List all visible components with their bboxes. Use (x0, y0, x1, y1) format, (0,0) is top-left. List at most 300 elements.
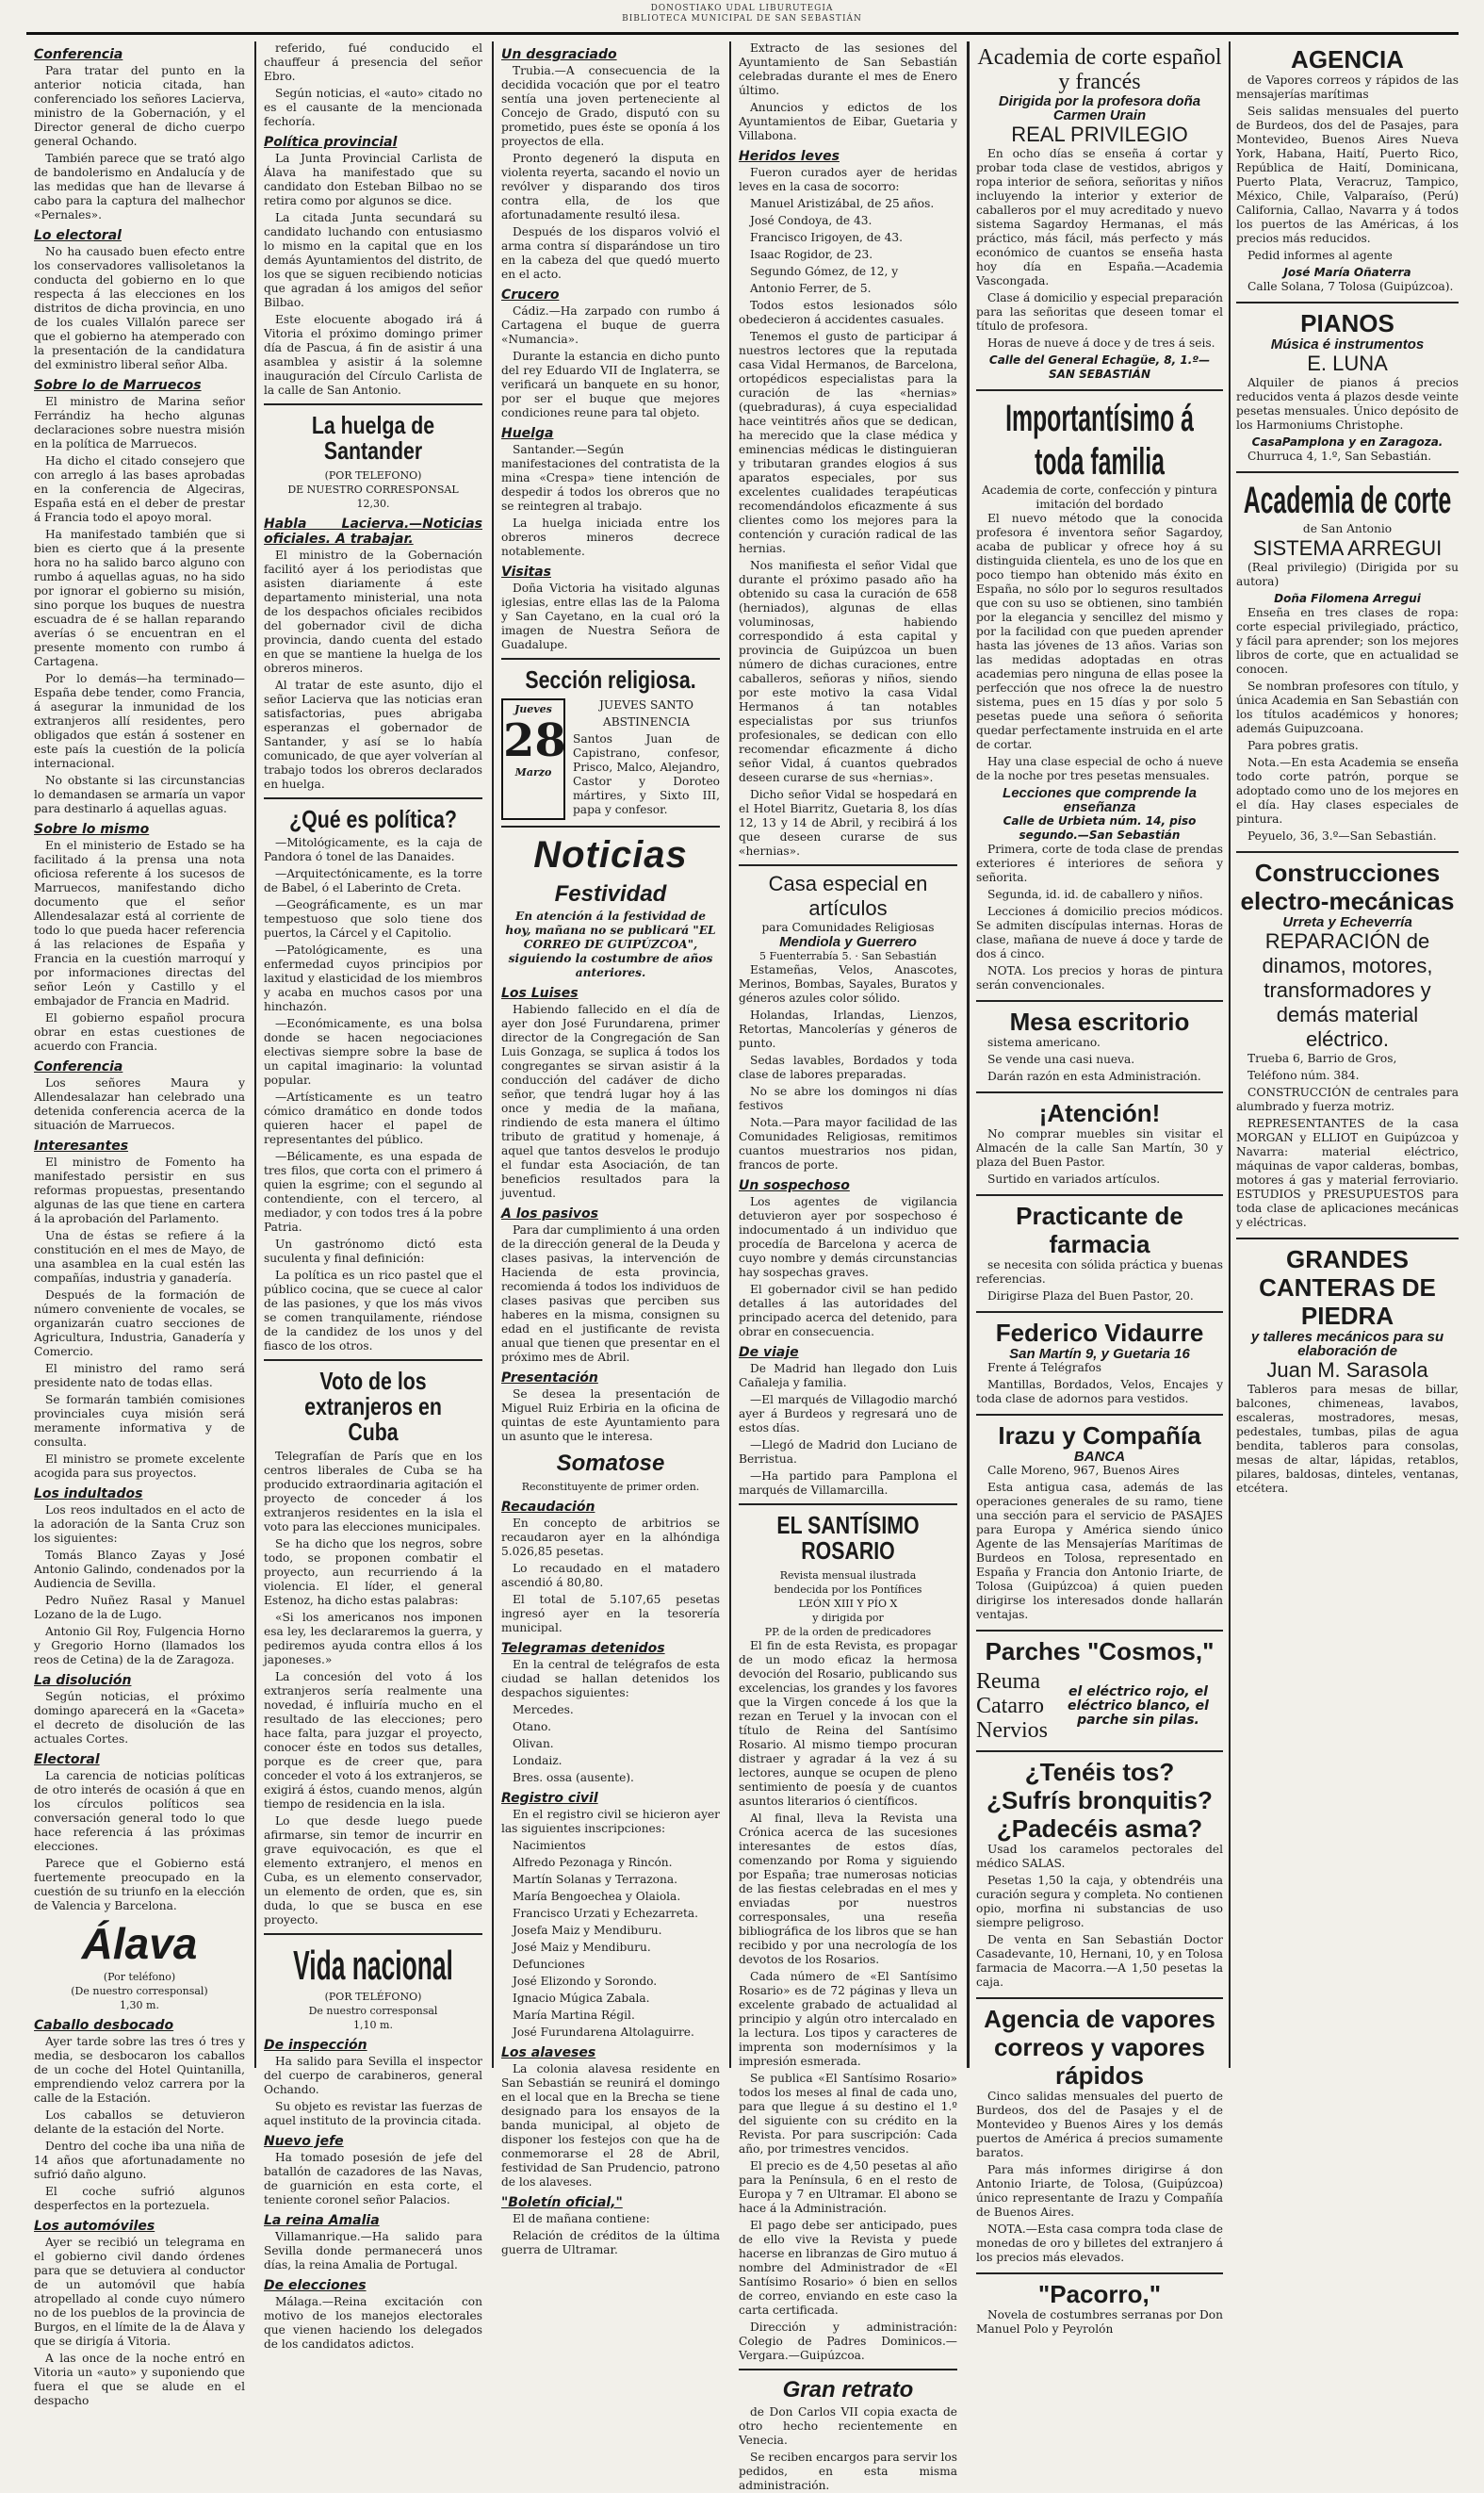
paragraph: Dicho señor Vidal se hospedará en el Hotel Biarritz, Guetaria 8, los días 12, 13 y 14 de Abril, y recibirá á los que deseen curarse de sus «hernias». (739, 788, 957, 858)
paragraph: Para pobres gratis. (1248, 739, 1359, 752)
day-number: 28 (503, 714, 566, 768)
paragraph: Trubia.—A consecuencia de la decidida vocación que por el teatro sentía una joven perteneciente al Concejo de Grado, disputó con su prometido, pues éste se oponía á los proyectos de ella. (501, 64, 720, 148)
month: Marzo (514, 766, 552, 779)
paragraph: Mercedes. (513, 1702, 574, 1716)
article (264, 836, 482, 1353)
paragraph: En el registro civil se hicieron ayer las siguientes inscripciones: (501, 1807, 720, 1835)
article (739, 2405, 957, 2493)
paragraph: Ayer se recibió un telegrama en el gobierno civil dando órdenes para que se detuviera al conductor de un automóvil que había atropellado al conde cuyo número no de los pueblos de la provincia de Burgos, en el límite de la de Álava y que se dirigía á Vitoria. (34, 2236, 245, 2349)
paragraph: El ministro se promete excelente acogida para sus proyectos. (34, 1452, 245, 1480)
paragraph: A las once de la noche entró en Vitoria un «auto» y suponiendo que fuera el que se alude en el despacho (34, 2352, 245, 2408)
paragraph: Segundo Gómez, de 12, y (750, 265, 899, 278)
paragraph: Frente á Telégrafos (987, 1361, 1101, 1374)
advertisement (976, 1750, 1223, 1990)
advertisement (976, 1091, 1223, 1187)
paragraph: Antonio Ferrer, de 5. (750, 282, 872, 295)
article (264, 1933, 482, 1988)
section-title: ¿Qué es política? (289, 804, 457, 833)
library-line-2: BIBLIOTECA MUNICIPAL DE SAN SEBASTIÁN (622, 14, 862, 24)
paragraph: El ministro de Fomento ha manifestado persistir en sus reformas propuestas, presentando algunas de las que tiene en cartera á la aprobación del Parlamento. (34, 1156, 245, 1225)
rule (976, 1194, 1223, 1196)
column-3 (501, 41, 720, 2256)
article-heading: Heridos leves (739, 149, 840, 164)
paragraph: Calle Moreno, 967, Buenos Aires (987, 1464, 1180, 1477)
advertisement (976, 1194, 1223, 1304)
paragraph: Se ha dicho que los negros, sobre todo, se proponen combatir el proyecto, aun recurriendo á la violencia. El líder, el general Estenoz, ha dicho estas palabras: (264, 1536, 482, 1607)
paragraph: sistema americano. (987, 1036, 1101, 1049)
paragraph: Enseña en tres clases de ropa: corte especial privilegiado, práctico, y fácil para aprender; son los mejores libros de corte, que en actualidad se conocen. (1236, 606, 1459, 676)
article (264, 2134, 482, 2207)
ad-footer: Calle de Urbieta núm. 14, piso segundo.—San Sebastián (1003, 814, 1197, 842)
paragraph: El coche sufrió algunos desperfectos en la portezuela. (34, 2185, 245, 2213)
paragraph: José Furundarena Altolaguirre. (513, 2025, 694, 2039)
ad-tagline: el eléctrico rojo, el eléctrico blanco, el parche sin pilas. (1068, 1683, 1209, 1728)
article-heading: Los automóviles (34, 2219, 155, 2235)
paragraph: Lo que desde luego puede afirmarse, sin temor de incurrir en grave equivocación, es que el elemento extranjero, el menos en Cuba, es un elemento conservador, un elemento de orden, que es, sin duda, lo que se busca en ese proyecto. (264, 1813, 482, 1927)
paragraph: Horas de nueve á doce y de tres á seis. (987, 336, 1215, 350)
paragraph: No ha causado buen efecto entre los conservadores vallisoletanos la conducta del gobierno en lo que respecta á las elecciones en los distritos de dicha provincia, en uno de los cuales Villalón parece ser que el gobierno ha atemperado con la presentación de la candidatura del exministro liberal señor Alba. (34, 245, 245, 371)
paragraph: Un gastrónomo dictó esta suculenta y final definición: (264, 1237, 482, 1265)
paragraph: José Condoya, de 43. (750, 214, 872, 227)
paragraph: Se formarán también comisiones provinciales cuya misión será meramente informativa y de consulta. (34, 1393, 245, 1449)
paragraph: Peyuelo, 36, 3.º—San Sebastián. (1248, 829, 1437, 843)
article (501, 1480, 720, 1494)
paragraph: Alfredo Pezonaga y Rincón. (513, 1855, 673, 1869)
article (264, 41, 482, 129)
paragraph: Según noticias, el «auto» citado no es el causante de la mencionada fechoría. (264, 87, 482, 128)
paragraph: El total de 5.107,65 pesetas ingresó ayer en la tesorería municipal. (501, 1592, 720, 1634)
byline: LEÓN XIII Y PÍO X (798, 1597, 898, 1610)
paragraph: —Ha partido para Pamplona el marqués de Villamarcilla. (739, 1469, 957, 1497)
paragraph: Después de los disparos volvió el arma contra sí disparándose un tiro en la cabeza del que quedó muerto en el acto. (501, 225, 720, 281)
paragraph: La concesión del voto á los extranjeros sería realmente una novedad, é influiría mucho en el resultado de las elecciones; pero hace falta, para juzgar el proyecto, conocer éste en todos sus detalles, porque es de creer que, para conceder el voto á los extranjeros, se exigirá á éstos, cuando menos, algún tiempo de residencia en la isla. (264, 1669, 482, 1811)
paragraph: Telegrafían de París que en los centros liberales de Cuba se ha producido extraordinaria agitación el proyecto de conceder á los extranjeros residentes en la isla el voto para las elecciones municipales. (264, 1449, 482, 1534)
ad-subtitle: San Martín 9, y Guetaria 16 (1009, 1346, 1190, 1362)
paragraph: —Económicamente, es una bolsa donde se hacen negociaciones electivas siempre sobre la base de un capital imaginario: la voluntad popular. (264, 1016, 482, 1087)
article-heading: Visitas (501, 565, 551, 580)
paragraph: Después de la formación de número conveniente de vocales, se organizarán cuatro secciones de Agricultura, Industria, Ganadería y Comercio. (34, 1288, 245, 1358)
section-title: Álava (81, 1919, 198, 1968)
column-1 (34, 41, 245, 2408)
advertisement (976, 1414, 1223, 1622)
ad-title: Practicante de farmacia (1016, 1202, 1183, 1258)
paragraph: Dentro del coche iba una niña de 14 años que afortunadamente no sufrió daño alguno. (34, 2140, 245, 2182)
advertisement (1236, 1238, 1459, 1496)
article (34, 1752, 245, 1913)
paragraph: De Madrid han llegado don Luis Cañaleja y familia. (739, 1362, 957, 1389)
byline: (POR TELEFONO) (324, 468, 422, 482)
column-divider (1229, 41, 1231, 2068)
article (264, 1990, 482, 2032)
paragraph: Málaga.—Reina excitación con motivo de los manejos electorales que vienen haciendo los delegados de los candidatos adictos. (264, 2294, 482, 2351)
paragraph: Isaac Rogidor, de 23. (750, 248, 873, 261)
ad-subtitle: Urreta y Echeverría (1282, 914, 1412, 930)
ad-subtitle: Dirigida por la profesora doña Carmen Urain (998, 93, 1201, 123)
paragraph: Villamanrique.—Ha salido para Sevilla donde permanecerá unos días, la reina Amalia de Portugal. (264, 2229, 482, 2272)
paragraph: Segunda, id. id. de caballero y niños. (987, 888, 1203, 901)
section-title: La huelga de Santander (311, 411, 435, 466)
article (501, 2195, 720, 2257)
advertisement (1236, 302, 1459, 464)
article-heading: Crucero (501, 287, 560, 303)
section-title: Gran retrato (782, 2376, 914, 2403)
article (34, 378, 245, 816)
paragraph: En la central de telégrafos de esta ciudad se hallan detenidos los despachos siguientes: (501, 1657, 720, 1699)
paragraph: La colonia alavesa residente en San Sebastián se reunirá el domingo en el local que en la Brecha se tiene designado para los ensayos de la banda municipal, al objeto de disponer los festejos con que ha de conmemorarse el 28 de Abril, festividad de San Prudencio, patrono de los alaveses. (501, 2061, 720, 2189)
column-4 (739, 41, 957, 2492)
article-heading: La disolución (34, 1673, 132, 1688)
paragraph: Nacimientos (513, 1838, 586, 1852)
paragraph: Hay una clase especial de ocho á nueve de la noche por tres pesetas mensuales. (976, 755, 1223, 782)
paragraph: Los señores Maura y Allendesalazar han celebrado una detenida conferencia acerca de la situación de Marruecos. (34, 1076, 245, 1132)
ad-title: REAL PRIVILEGIO (1011, 123, 1188, 146)
article-heading: Interesantes (34, 1139, 129, 1154)
article (739, 330, 957, 859)
paragraph: (Real privilegio) (Dirigida por su autora) (1236, 561, 1459, 588)
rule (501, 658, 720, 660)
paragraph: Dirigirse Plaza del Buen Pastor, 20. (987, 1289, 1194, 1303)
paragraph: José Maiz y Mendiburu. (513, 1940, 651, 1954)
rule (1236, 302, 1459, 303)
article (739, 149, 957, 327)
article (264, 2038, 482, 2128)
paragraph: Otano. (513, 1719, 552, 1733)
paragraph: Dirección y administración: Colegio de Padres Dominicos.—Vergara.—Guipúzcoa. (739, 2320, 957, 2362)
ad-title: "Pacorro," (1037, 2280, 1162, 2308)
ad-name: Mendiola y Guerrero (779, 934, 917, 950)
advertisement (1236, 851, 1459, 1230)
article-heading: De elecciones (264, 2277, 367, 2293)
advertisement (976, 1000, 1223, 1084)
paragraph: Tomás Blanco Zayas y José Antonio Galindo, condenados por la Audiencia de Sevilla. (34, 1549, 245, 1590)
article (501, 882, 720, 906)
page-header (0, 0, 1484, 32)
article-heading: Los Luises (501, 986, 579, 1002)
paragraph: Una de éstas se refiere á la constitución en el mes de Mayo, de una asamblea en la cual estén las compañías, industria y ganadería. (34, 1229, 245, 1285)
article (501, 1206, 720, 1365)
paragraph: —Llegó de Madrid don Luciano de Berristua. (739, 1438, 957, 1466)
paragraph: Lo recaudado en el matadero ascendió á 80,80. (501, 1561, 720, 1589)
paragraph: Su objeto es revistar las fuerzas de aquel instituto de la provincia citada. (264, 2099, 482, 2127)
paragraph: Parece que el Gobierno está fuertemente preocupado en la cuestión de su triunfo en la elección de Valencia y Barcelona. (34, 1857, 245, 1912)
paragraph: La carencia de noticias políticas de otro interés de ocasión á que en los círculos políticos sea conversación general todo lo que hace referencia á las próximas elecciones. (34, 1769, 245, 1853)
article (739, 1345, 957, 1498)
rule (976, 1311, 1223, 1313)
paragraph: —Bélicamente, es una espada de tres filos, que corta con el primero á quien la esgrime; con el segundo al contendiente, con el tercero, al mediador, y con todos tres á la pobre Patria. (264, 1149, 482, 1234)
paragraph: Churruca 4, 1.º, San Sebastián. (1248, 450, 1432, 463)
article (264, 517, 482, 792)
paragraph: Bres. ossa (ausente). (513, 1770, 634, 1784)
paragraph: Durante la estancia en dicho punto del rey Eduardo VII de Inglaterra, se verificará un banquete en su honor, por ser el buque que mejores condiciones reune para tal objeto. (501, 350, 720, 419)
ad-title: Construcciones electro-mecánicas (1240, 859, 1455, 915)
article (34, 2219, 245, 2408)
article (501, 1641, 720, 1785)
paragraph: El ministro de Marina señor Ferrándiz ha hecho algunas declaraciones sobre nuestra misión en la política de Marruecos. (34, 395, 245, 451)
condition: Catarro (976, 1694, 1044, 1718)
byline: 1,30 m. (120, 1999, 159, 2012)
paragraph: El de mañana contiene: (513, 2211, 650, 2225)
paragraph: Al final, lleva la Revista una Crónica acerca de las sucesiones interesantes de estos días, comenzando por Roma y siguiendo por España; trae numerosas noticias de las fiestas celebradas en el mes y enviadas por nuestros corresponsales, una reseña bibliográfica de los libros que se han recibido y por una necrología de los devotos de los Rosarios. (739, 1811, 957, 1966)
byline: Reconstituyente de primer orden. (521, 1480, 700, 1493)
paragraph: Holandas, Irlandas, Lienzos, Retortas, Mancolerías y géneros de punto. (739, 1009, 957, 1050)
article (501, 565, 720, 652)
article (264, 403, 482, 465)
paragraph: Para dar cumplimiento á una orden de la dirección general de la Deuda y clases pasivas, la intervención de Hacienda de esta provincia, recomienda á todos los individuos de clases pasivas que perciben sus haberes en la misma, consignen su edad en el justificante de revista anual que tienen que presentar en el próximo mes de Abril. (501, 1223, 720, 1365)
paragraph: Cada número de «El Santísimo Rosario» es de 72 páginas y lleva un excelente grabado de actualidad al principio y algún otro intercalado en la lectura. Los tipos y caracteres de imprenta son modernísimos y la impresión esmerada. (739, 1969, 957, 2068)
ad-title: Academia de corte español y francés (977, 45, 1222, 94)
article (34, 1059, 245, 1133)
byline: DE NUESTRO CORRESPONSAL (287, 483, 459, 496)
paragraph: Los caballos se detuvieron delante de la estación del Norte. (34, 2108, 245, 2137)
ad-address: 5 Fuenterrabía 5. · San Sebastián (759, 950, 937, 962)
article (739, 1568, 957, 1639)
ad-title: AGENCIA (1291, 45, 1404, 74)
paragraph: Nos manifiesta el señor Vidal que durante el próximo pasado año ha obtenido su casa la curación de 658 (herniados), algunas de ellas voluminosas, habiendo correspondido á esta capital y provincia de Guipúzcoa un buen número de dichas curaciones, entre caballeros, señoras y niños, siendo por este motivo la casa Vidal Hermanos á tan notables especialistas por sus triunfos profesionales, se dedican con ello recomendar eficazmente á dicho señor Vidal, á cuantos quebrados deseen curarse de sus «hernias». (739, 559, 957, 784)
paragraph: Se reciben encargos para servir los pedidos, en esta misma administración. (739, 2450, 957, 2492)
paragraph: Por lo demás—ha terminado—España debe tender, como Francia, á asegurar la inmunidad de los extranjeros allí residentes, pero obligados que están á sostener en este país la cuestión de la policía internacional. (34, 672, 245, 770)
paragraph: Lecciones á domicilio precios módicos. Se admiten discípulas internas. Horas de clase, mañana de nueve á doce y tarde de dos á cinco. (976, 905, 1223, 960)
paragraph: —Artísticamente es un teatro cómico dramático en donde todos quieren hacer el papel de representantes del público. (264, 1090, 482, 1146)
paragraph: Se vende una casi nueva. (987, 1053, 1135, 1066)
ad-title: Irazu y Compañía (998, 1421, 1201, 1450)
article (264, 2278, 482, 2352)
rule (264, 1933, 482, 1935)
article (264, 135, 482, 398)
article-heading: Un desgraciado (501, 47, 617, 62)
paragraph: Ha manifestado también que si bien es cierto que á la presente hora no ha salido barco alguno con rumbo á aquellas aguas, no ha sido por ignorar el gobierno su misión, sino porque los buques de nuestra escuadra de é se hallan reparando averías ó se encuentran en el presente momento con rumbo á Cartagena. (34, 528, 245, 668)
paragraph: —Arquitectónicamente, es la torre de Babel, ó el Laberinto de Creta. (264, 866, 482, 894)
ad-title: REPARACIÓN de dinamos, motores, transformadores y demás material eléctrico. (1262, 929, 1433, 1051)
paragraph: Mantillas, Bordados, Velos, Encajes y toda clase de adornos para vestidos. (976, 1378, 1223, 1405)
ad-title: ¿Tenéis tos? (1024, 1758, 1175, 1786)
article-heading: Política provincial (264, 135, 398, 150)
article (34, 1921, 245, 1966)
rule (976, 389, 1223, 391)
paragraph: Este elocuente abogado irá á Vitoria el próximo domingo primer día de Pascua, á fin de asistir á una asamblea y asistir á la solemne inauguración del Círculo Carlista de la calle de San Antonio. (264, 313, 482, 397)
rule (976, 1750, 1223, 1752)
paragraph: Surtido en variados artículos. (987, 1173, 1161, 1186)
paragraph: Estameñas, Velos, Anascotes, Merinos, Bombas, Sayales, Buratos y géneros azules color sólido. (739, 963, 957, 1005)
article-heading: Presentación (501, 1370, 598, 1386)
article (501, 47, 720, 282)
paragraph: El gobierno español procura obrar en estas cuestiones de acuerdo con Francia. (34, 1011, 245, 1053)
article-heading: Registro civil (501, 1790, 598, 1806)
rule (264, 403, 482, 405)
article-heading: Caballo desbocado (34, 2018, 174, 2034)
byline: (De nuestro corresponsal) (71, 1985, 208, 1998)
column-divider (254, 41, 256, 2068)
article (34, 822, 245, 1054)
paragraph: El nuevo método que la conocida profesora é inventora señor Sagardoy, acaba de publicar y ofrece hoy á su distinguida clientela, es uno de los que en poco tiempo han obtenido más éxito en España, no sólo por lo seguros resultados que con su uso se obtienen, sino también por la elegancia y sencillez del mismo y por la facilidad con que pueden aprender hasta las jóvenes de 13 años. Varias son las medidas adoptadas en otras academias pero ninguna de ellas posee la perfección que nos ofrece la de nuestro sistema, pues en 15 días y por solo 5 pesetas puede una señora ó señorita quedar perfectamente instruida en el arte de cortar. (976, 512, 1223, 751)
ad-title: Federico Vidaurre (995, 1319, 1204, 1347)
paragraph: CONSTRUCCIÓN de centrales para alumbrado y fuerza motriz. (1236, 1086, 1459, 1113)
paragraph: ABSTINENCIA (602, 715, 691, 730)
advertisement (976, 389, 1223, 992)
paragraph: JUEVES SANTO (599, 698, 693, 713)
article (34, 1486, 245, 1667)
library-line-1: DONOSTIAKO UDAL LIBURUTEGIA (650, 4, 834, 13)
article (501, 698, 720, 820)
rule (501, 826, 720, 828)
paragraph: —Mitológicamente, es la caja de Pandora ó tonel de las Danaides. (264, 835, 482, 863)
ad-title: SISTEMA ARREGUI (1252, 536, 1443, 560)
paragraph: Se publica «El Santísimo Rosario» todos los meses al final de cada uno, para que llegue á su destino el 1.º del siguiente con su crédito en la Revista. Por para suscripción: Cada año, por trimestres vencidos. (739, 2071, 957, 2156)
rule (976, 1997, 1223, 1999)
article (264, 468, 482, 511)
rule (976, 1630, 1223, 1632)
section-title: Somatose (556, 1451, 665, 1477)
paragraph: de Vapores correos y rápidos de las mensajerías marítimas (1236, 74, 1459, 101)
paragraph: Extracto de las sesiones del Ayuntamiento de San Sebastián celebradas durante el mes de Enero último. (739, 41, 957, 97)
column-divider (729, 41, 731, 2068)
ad-subtitle: BANCA (1073, 1449, 1126, 1465)
paragraph: «Si los americanos nos imponen esa ley, les declararemos la guerra, y pediremos ayuda contra ellos á los japoneses.» (264, 1610, 482, 1666)
paragraph: Josefa Maiz y Mendiburu. (513, 1923, 662, 1937)
article (501, 1370, 720, 1444)
paragraph: Al tratar de este asunto, dijo el señor Lacierva que las noticias eran satisfactorias, pues abrigaba esperanzas el gobernador de Santander, y así se lo había comunicado, de que ayer volverían al trabajo todos los obreros declarados en huelga. (264, 678, 482, 791)
byline: y dirigida por (812, 1611, 884, 1624)
paragraph: referido, fué conducido el chauffeur á presencia del señor Ebro. (264, 41, 482, 83)
ad-conditions (976, 1669, 1048, 1743)
paragraph: Los agentes de vigilancia detuvieron ayer por sospechoso é indocumentado á un individuo que procedía de Barcelona y acerca de cuyo nombre y demás circunstancias hay sospechas graves. (739, 1195, 957, 1279)
article-heading: Huelga (501, 426, 554, 441)
paragraph: Doña Victoria ha visitado algunas iglesias, entre ellas las de la Paloma y San Cayetano, en la cual oró la imagen de Nuestra Señora de Guadalupe. (501, 582, 720, 651)
paragraph: Todos estos lesionados sólo obedecieron á accidentes casuales. (739, 299, 957, 326)
ads-divider (967, 41, 970, 2068)
ad-subtitle: Academia de corte, confección y pintura imitación del bordado (982, 484, 1217, 511)
byline: bendecida por los Pontífices (774, 1583, 922, 1596)
article (501, 658, 720, 693)
ad-title: Agencia de vapores correos y vapores rápidos (984, 2005, 1215, 2090)
paragraph: María Martina Régil. (513, 2008, 635, 2022)
paragraph: Alquiler de pianos á precios reducidos venta á plazos desde veinte pesetas mensuales. Único depósito de los Harmoniums Christophe. (1236, 376, 1459, 432)
saints-list (573, 698, 720, 820)
ad-body (976, 1669, 1223, 1743)
ad-subtitle: de San Antonio (1302, 522, 1393, 535)
paragraph: De venta en San Sebastián Doctor Casadevante, 10, Hernani, 10, y en Tolosa farmacia de Macorra.—A 1,50 pesetas la caja. (976, 1933, 1223, 1989)
byline: 12,30. (356, 497, 390, 510)
paragraph: NOTA. Los precios y horas de pintura serán convencionales. (976, 964, 1223, 992)
rule (1236, 1238, 1459, 1239)
paragraph: Fueron curados ayer de heridas leves en la casa de socorro: (739, 166, 957, 193)
advertisement (976, 45, 1223, 382)
section-title: Vida nacional (293, 1942, 453, 1989)
rule (264, 797, 482, 799)
rule (976, 1414, 1223, 1416)
ad-subtitle: y talleres mecánicos para su elaboración de (1250, 1329, 1444, 1359)
article-heading: Conferencia (34, 1059, 123, 1074)
paragraph: Usad los caramelos pectorales del médico SALAS. (976, 1843, 1223, 1870)
advertisement (976, 1997, 1223, 2265)
paragraph: Ha tomado posesión de jefe del batallón de cazadores de las Navas, de guarnición en esta corte, el teniente coronel señor Palacios. (264, 2150, 482, 2206)
paragraph: —El marqués de Villagodio marchó ayer á Burdeos y regresará uno de estos días. (739, 1393, 957, 1435)
paragraph: NOTA.—Esta casa compra toda clase de monedas de oro y billetes del extranjero á los precios más elevados. (976, 2222, 1223, 2264)
section-title: Voto de los extranjeros en Cuba (304, 1366, 442, 1447)
paragraph: Habiendo fallecido en el día de ayer don José Furundarena, primer director de la Congregación de San Luis Gonzaga, se suplica á todos los congregantes se sirvan asistir á la conducción del cadáver de dicho señor, que tendrá lugar hoy á las once y media de la mañana, rindiendo de esta manera el último tributo de gratitud y homenaje, á aquel que tantos desvelos le produjo el fundar esta Asociación, de tan beneficios resultados para la juventud. (501, 1003, 720, 1201)
byline: De nuestro corresponsal (308, 2004, 438, 2017)
article (264, 2213, 482, 2272)
article (739, 2369, 957, 2402)
paragraph: —Patológicamente, es una enfermedad cuyos principios por laxitud y elasticidad de los miembros y acaba en muchos casos por una hinchazón. (264, 943, 482, 1013)
paragraph: Seis salidas mensuales del puerto de Burdeos, dos del de Pasajes, para Montevideo, Buenos Aires Nueva York, Habana, Haití, Puerto Rico, República de Haití, Dominicana, Puerto Plata, Veracruz, Tampico, México, Chile, Valparaíso, (Perú) California, Callao, Navarra y á todos los puertos de las Américas, á los precios más reducidos. (1236, 105, 1459, 245)
ad-title: PIANOS (1300, 309, 1394, 337)
article (739, 1178, 957, 1339)
paragraph: Darán razón en esta Administración. (987, 1070, 1201, 1083)
article-heading: Habla Lacierva.—Noticias oficiales. A trabajar. (264, 516, 482, 547)
article-heading: Los indultados (34, 1486, 143, 1501)
ad-title: ¿Padecéis asma? (996, 1814, 1203, 1843)
paragraph: Pesetas 1,50 la caja, y obtendréis una curación segura y completa. No contienen opio, morfina ni substancias de uso siempre peligroso. (976, 1874, 1223, 1929)
paragraph: REPRESENTANTES de la casa MORGAN y ELLIOT en Guipúzcoa y Navarra: material eléctrico, máquinas de vapor calderas, bombas, motores á gas y material ferroviario. ESTUDIOS y PRESUPUESTOS para toda clase de aplicaciones mecánicas y eléctricas. (1236, 1117, 1459, 1229)
paragraph: se necesita con sólida práctica y buenas referencias. (976, 1258, 1223, 1286)
article-heading: Telegramas detenidos (501, 1640, 665, 1656)
ads-column-2 (1236, 41, 1459, 2068)
ad-title: GRANDES CANTERAS DE PIEDRA (1259, 1245, 1436, 1330)
paragraph: Teléfono núm. 384. (1248, 1069, 1360, 1082)
paragraph: Pronto degeneró la disputa en violenta reyerta, sacando el novio un revólver y disparando dos tiros contra ella, de los que afortunadamente resultó ilesa. (501, 152, 720, 221)
article (501, 426, 720, 559)
article (264, 797, 482, 832)
article (34, 2018, 245, 2213)
paragraph: Relación de créditos de la última guerra de Ultramar. (501, 2228, 720, 2256)
paragraph: María Bengoechea y Olaiola. (513, 1889, 681, 1903)
ad-title: Academia de corte (1243, 480, 1452, 521)
paragraph: Para tratar del punto en la anterior noticia citada, han conferenciado los señores Lacierva, ministro de la Gobernación, y el Director general de dicho cuerpo general Ochando. (34, 64, 245, 148)
paragraph: Para más informes dirigirse á don Antonio Iriarte, de Tolosa, (Guipúzcoa) único representante de Irazu y Compañía de Buenos Aires. (976, 2163, 1223, 2219)
rule (739, 1503, 957, 1505)
advertisement (1236, 471, 1459, 844)
ad-subtitle: Música é instrumentos (1270, 336, 1425, 353)
article (739, 1503, 957, 1565)
paragraph: Ignacio Múgica Zabala. (513, 1991, 650, 2005)
article (34, 1970, 245, 2012)
article (501, 910, 720, 980)
paragraph: También parece que se trató algo de bandolerismo en Andalucía y de las medidas que han de llevarse á cabo para la captura del malhechor «Pernales». (34, 152, 245, 221)
ad-footer: Doña Filomena Arregui (1274, 592, 1421, 605)
ad-title: Juan M. Sarasola (1266, 1358, 1428, 1382)
article-heading: La reina Amalia (264, 2212, 380, 2228)
article-heading: Electoral (34, 1752, 100, 1767)
article (264, 1359, 482, 1446)
paragraph: Martín Solanas y Terrazona. (513, 1872, 678, 1886)
paragraph: de Don Carlos VII copia exacta de otro hecho recientemente en Venecia. (739, 2404, 957, 2447)
paragraph: El ministro del ramo será presidente nato de todas ellas. (34, 1362, 245, 1389)
column-divider (492, 41, 494, 2068)
article-heading: Recaudación (501, 1499, 595, 1515)
rule (739, 2369, 957, 2370)
paragraph: Defunciones (513, 1957, 585, 1971)
article (739, 864, 957, 1173)
paragraph: Esta antigua casa, además de las operaciones generales de su ramo, tiene una sección para el servicio de PASAJES para Europa y América siendo único Agente de las Mensajerías Marítimas de Burdeos en Tolosa, representado en España y Francia don Antonio Iriarte, de Tolosa (Guipúzcoa) á quien pueden dirigirse los interesados donde hallarán ventajas. (976, 1481, 1223, 1621)
section-title: Festividad (554, 881, 667, 908)
article-heading: Un sospechoso (739, 1178, 850, 1193)
paragraph: Antonio Gil Roy, Fulgencia Horno y Gregorio Horno (llamados los reos de Cetina) de la de Zaragoza. (34, 1625, 245, 1666)
ad-title: E. LUNA (1307, 352, 1388, 375)
rule (976, 1000, 1223, 1002)
paragraph: Nota.—Para mayor facilidad de las Comunidades Religiosas, remitimos cuantos muestrarios nos pidan, francos de porte. (739, 1116, 957, 1172)
advertisement (976, 1311, 1223, 1406)
advertisement (976, 1630, 1223, 1743)
paragraph: Pedid informes al agente (1248, 249, 1393, 262)
paragraph: Calle Solana, 7 Tolosa (Guipúzcoa). (1248, 280, 1454, 293)
paragraph: El fin de esta Revista, es propagar de un modo eficaz la hermosa devoción del Rosario, publicando sus excelencias, los grandes y los favores que la Virgen concede á los que la rezan en Teruel y la invocan con el título de Reina del Santísimo Rosario. Al mismo tiempo procuran distraer y agradar á la vez á su lectores, aunque se ocupen de pleno sentimiento de poesía y de cuantos asuntos literarios ó científicos. (739, 1638, 957, 1808)
notice: En atención á la festividad de hoy, mañana no se publicará "EL CORREO DE GUIPÚZCOA", siguiendo la costumbre de años anteriores. (505, 910, 716, 980)
article-heading: Conferencia (34, 47, 123, 62)
paragraph: Santos Juan de Capistrano, confesor, Prisco, Malco, Alejandro, Castor y Doroteo mártires, y Sixto III, papa y confesor. (573, 732, 720, 817)
rule (1236, 851, 1459, 853)
byline: PP. de la orden de predicadores (764, 1625, 932, 1638)
paragraph: Londaiz. (513, 1753, 563, 1767)
